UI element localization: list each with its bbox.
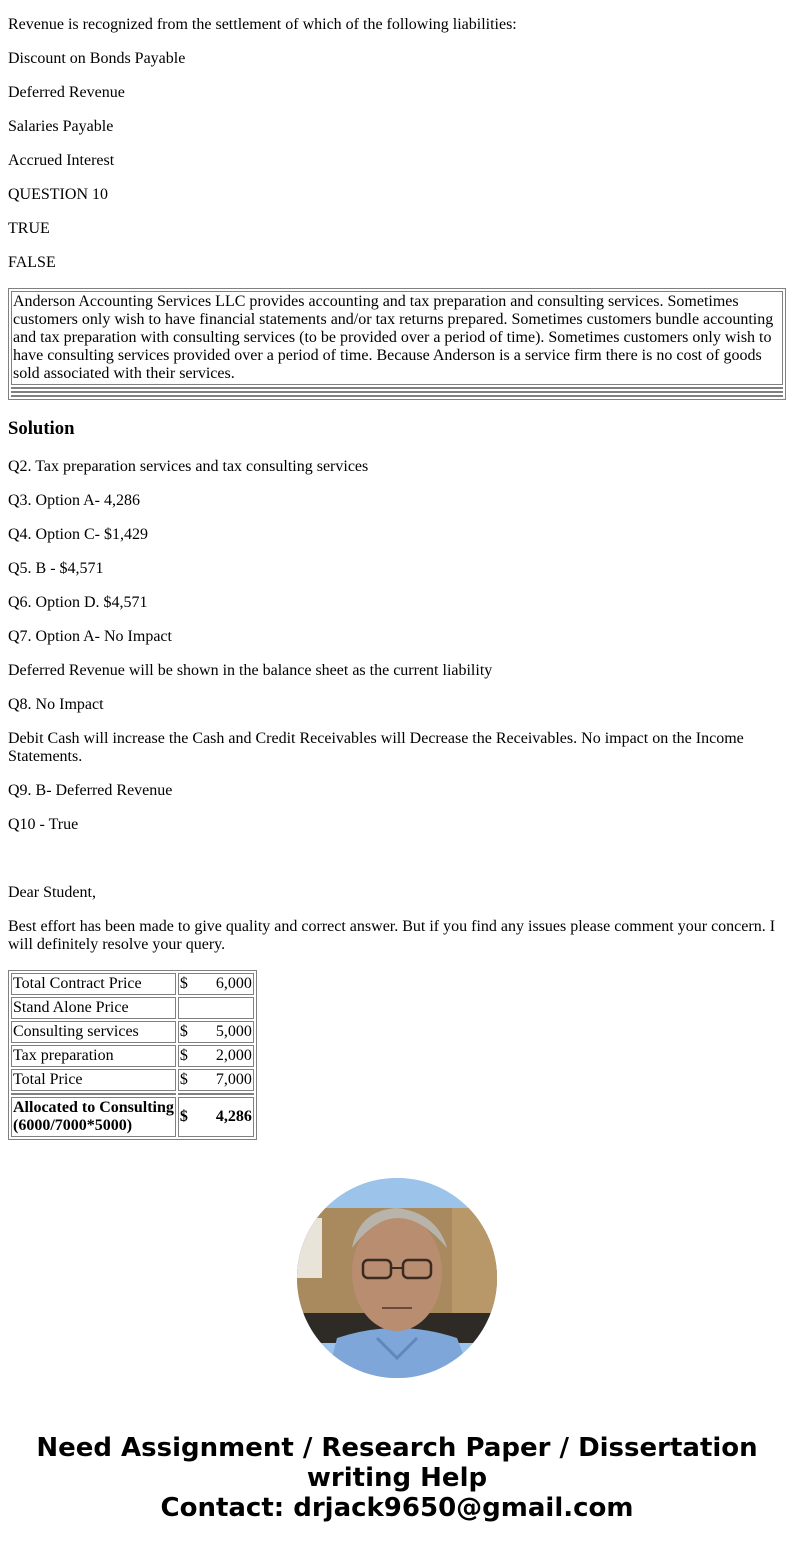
promo-footer bbox=[8, 1433, 786, 1553]
answer-q7-explanation: Deferred Revenue will be shown in the balance sheet as the current liability bbox=[8, 662, 493, 679]
answer-q2: Q2. Tax preparation services and tax consulting services bbox=[8, 458, 369, 475]
result-value: 4,286 bbox=[215, 1108, 252, 1125]
answer-q7: Q7. Option A- No Impact bbox=[8, 628, 172, 645]
greeting: Dear Student, bbox=[8, 884, 96, 901]
context-empty-row bbox=[11, 391, 783, 393]
answer-q8: Q8. No Impact bbox=[8, 696, 104, 713]
context-text: Anderson Accounting Services LLC provides accounting and tax preparation and consulting services. Sometimes customers only wish to have financial statements and/or tax returns prepared. Sometimes customers bundle accounting and tax preparation with consulting services (to be provided over a period of time). Sometimes customers only wish to have consulting services provided over a period of time. Because Anderson is a service firm there is no cost of goods sold associated with their services. bbox=[11, 291, 783, 385]
currency-symbol: $ bbox=[179, 975, 188, 992]
table-row bbox=[11, 1021, 254, 1043]
result-label-line2: (6000/7000*5000) bbox=[13, 1117, 133, 1134]
author-note: Best effort has been made to give quality and correct answer. But if you find any issues please comment your concern. I will definitely resolve your query. bbox=[8, 918, 776, 953]
row-label: Total Contract Price bbox=[11, 973, 176, 995]
answer-q6: Q6. Option D. $4,571 bbox=[8, 594, 148, 611]
answer-q9: Q9. B- Deferred Revenue bbox=[8, 782, 173, 799]
solution-heading: Solution bbox=[8, 418, 75, 439]
context-empty-row bbox=[11, 387, 783, 389]
row-label: Consulting services bbox=[11, 1021, 176, 1043]
table-row bbox=[11, 973, 254, 995]
answer-q10: Q10 - True bbox=[8, 816, 79, 833]
answer-q5: Q5. B - $4,571 bbox=[8, 560, 104, 577]
question-10-label: QUESTION 10 bbox=[8, 186, 108, 203]
row-label: Tax preparation bbox=[11, 1045, 176, 1067]
answer-q8-explanation: Debit Cash will increase the Cash and Credit Receivables will Decrease the Receivables. No impact on the Income Statements. bbox=[8, 730, 744, 765]
row-value: 7,000 bbox=[215, 1071, 252, 1088]
option-deferred-revenue: Deferred Revenue bbox=[8, 84, 125, 101]
table-row bbox=[11, 1069, 254, 1091]
row-value: 5,000 bbox=[215, 1023, 252, 1040]
currency-symbol: $ bbox=[179, 1023, 188, 1040]
row-label: Stand Alone Price bbox=[11, 997, 176, 1019]
option-accrued-interest: Accrued Interest bbox=[8, 152, 115, 169]
table-result-row bbox=[11, 1097, 254, 1137]
currency-symbol: $ bbox=[179, 1047, 188, 1064]
allocation-table bbox=[8, 970, 257, 1140]
result-label-line1: Allocated to Consulting bbox=[13, 1099, 174, 1116]
row-label: Total Price bbox=[11, 1069, 176, 1091]
option-salaries-payable: Salaries Payable bbox=[8, 118, 114, 135]
table-row bbox=[11, 1045, 254, 1067]
option-false: FALSE bbox=[8, 254, 56, 271]
author-avatar bbox=[297, 1178, 497, 1378]
result-label bbox=[11, 1097, 176, 1137]
row-value: 2,000 bbox=[215, 1047, 252, 1064]
promo-line1: Need Assignment / Research Paper / Dissertation writing Help bbox=[36, 1433, 758, 1493]
row-value: 6,000 bbox=[215, 975, 252, 992]
table-row bbox=[11, 997, 254, 1019]
table-spacer-row bbox=[11, 1093, 254, 1095]
question-prompt: Revenue is recognized from the settlement of which of the following liabilities: bbox=[8, 16, 517, 33]
option-discount-on-bonds: Discount on Bonds Payable bbox=[8, 50, 186, 67]
promo-contact: Contact: drjack9650@gmail.com bbox=[160, 1493, 634, 1523]
author-photo-icon bbox=[297, 1178, 497, 1378]
context-empty-row bbox=[11, 395, 783, 397]
answer-q3: Q3. Option A- 4,286 bbox=[8, 492, 140, 509]
option-true: TRUE bbox=[8, 220, 50, 237]
context-table bbox=[8, 288, 786, 400]
currency-symbol: $ bbox=[179, 1108, 188, 1125]
currency-symbol: $ bbox=[179, 1071, 188, 1088]
answer-q4: Q4. Option C- $1,429 bbox=[8, 526, 148, 543]
